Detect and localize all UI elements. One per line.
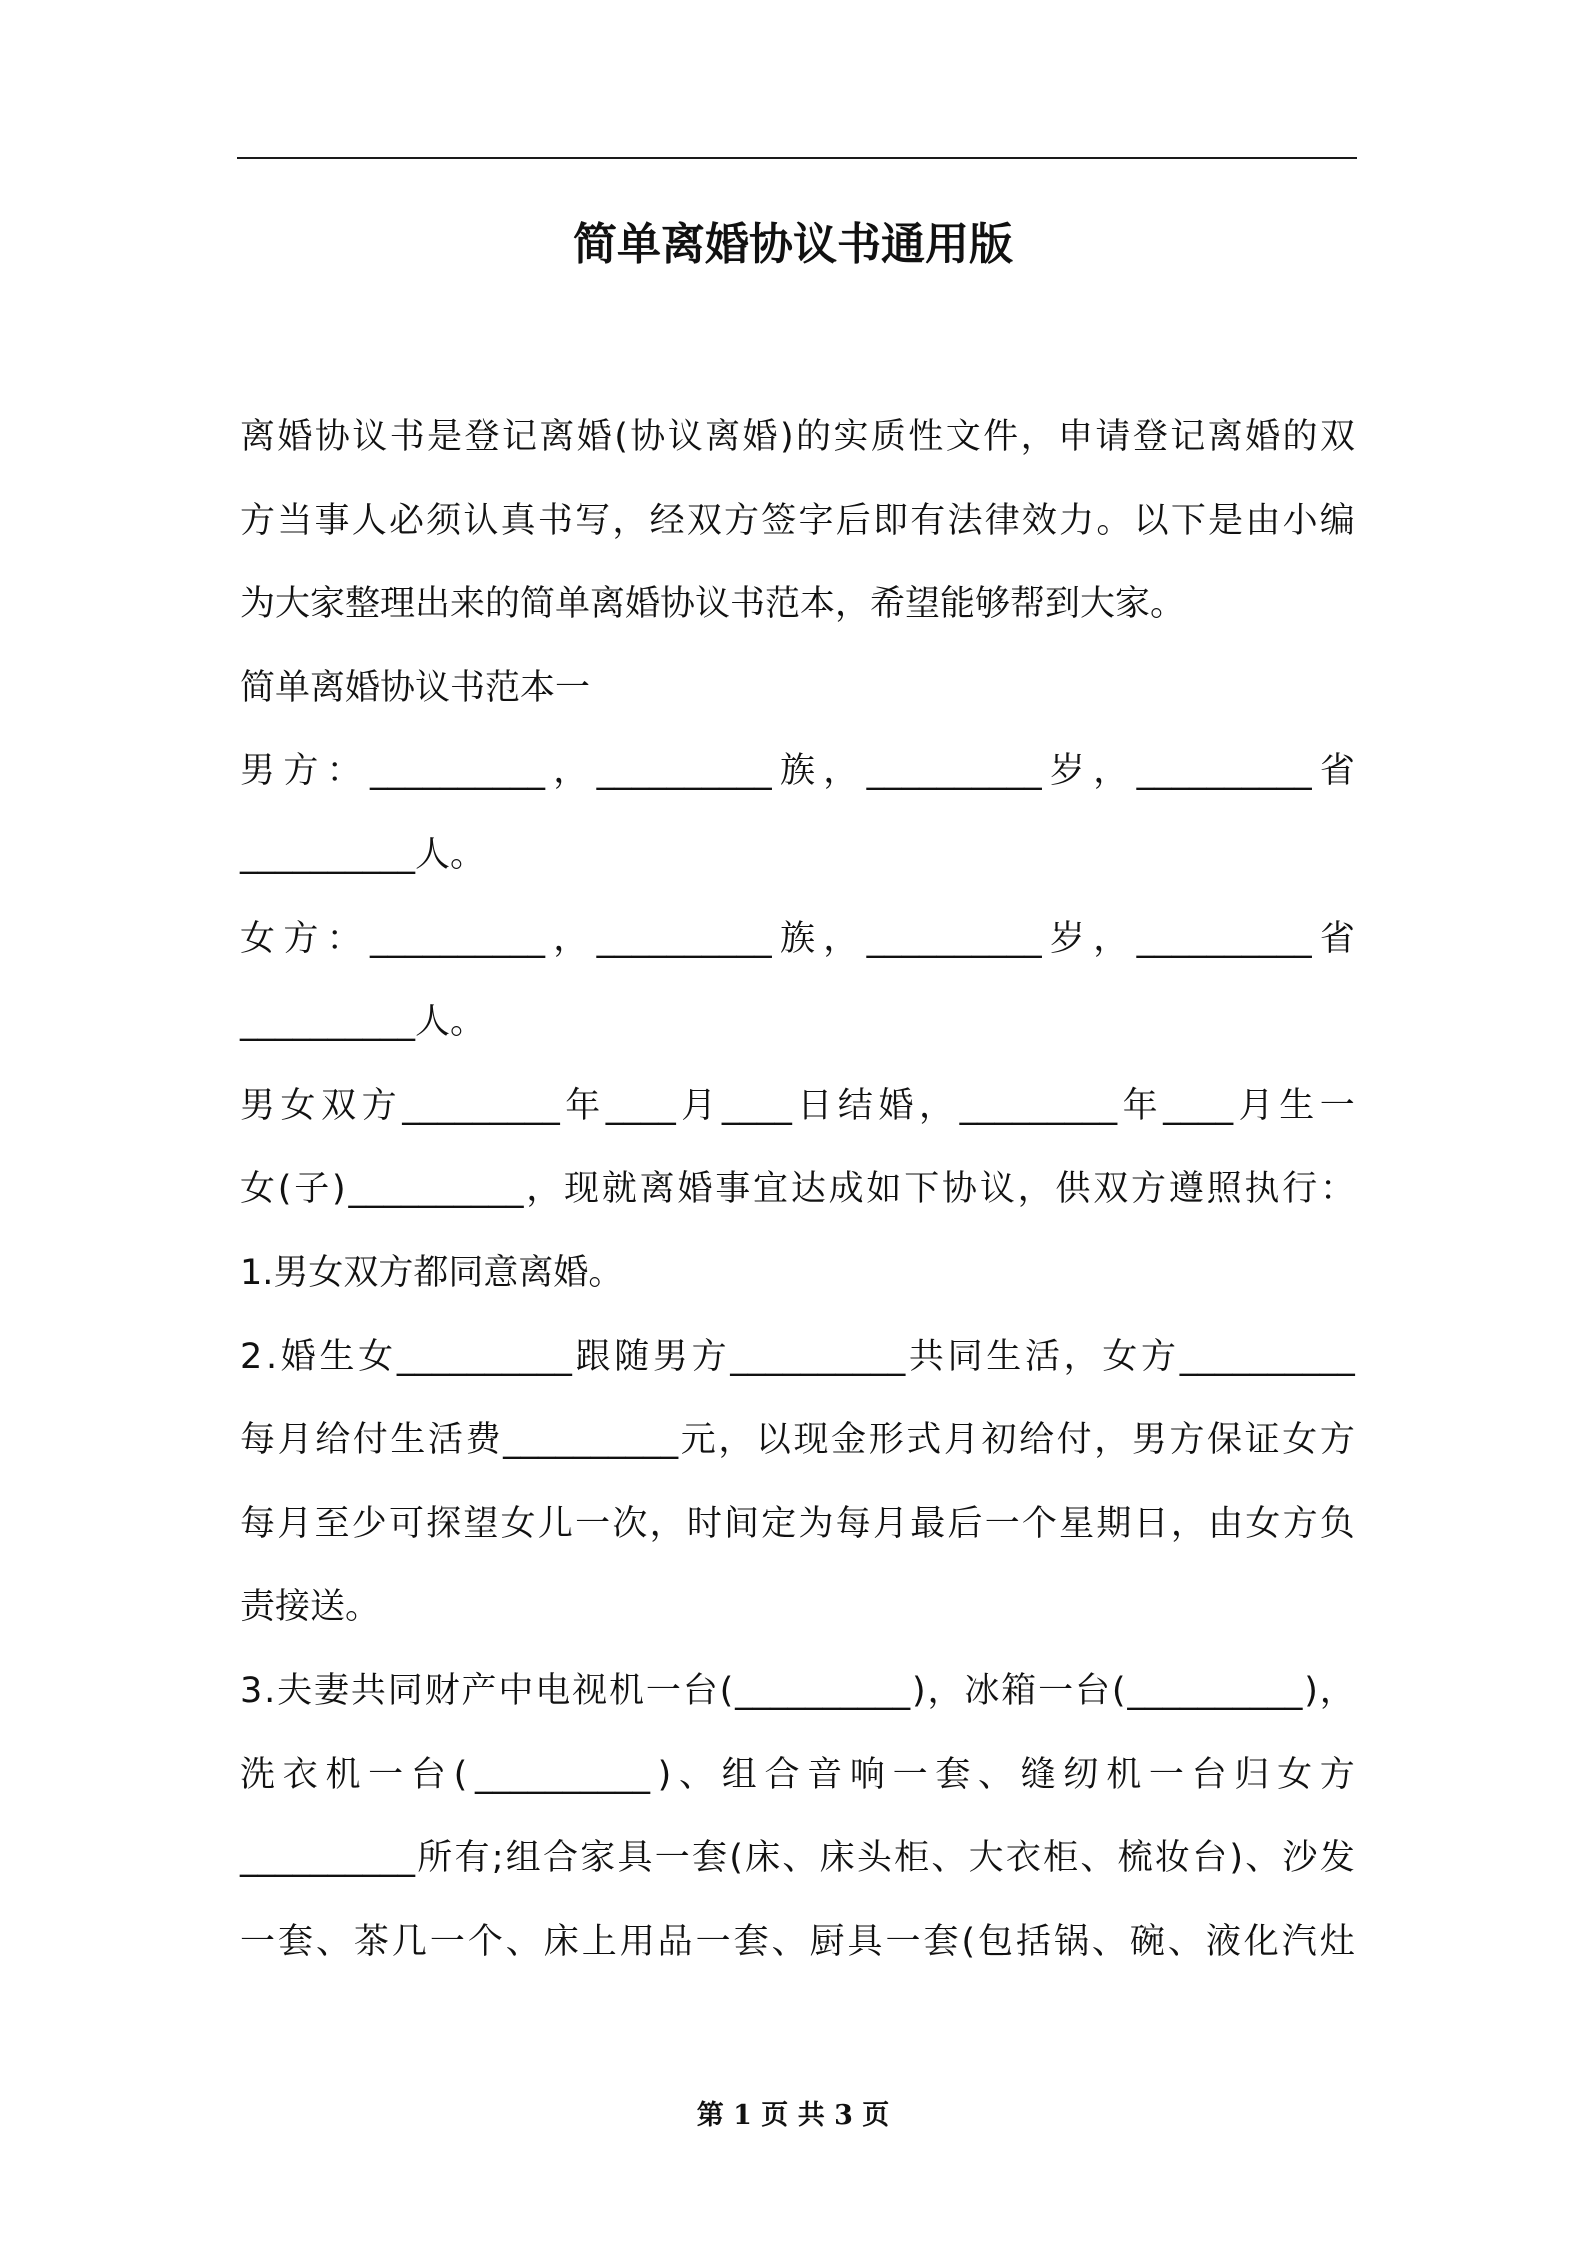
paragraph-line: 责接送。: [240, 1587, 381, 1628]
paragraph-line: 每 月 给 付 生 活 费 __________ 元 ， 以 现 金 形 式 月 初 给 付 ， 男 方 保 证 女 方: [240, 1420, 1355, 1461]
paragraph-line: 女 方 ： __________ ， __________ 族 ， __________ 岁 ， __________ 省: [240, 918, 1355, 959]
paragraph-line: 3 . 夫 妻 共 同 财 产 中 电 视 机 一 台 ( __________ ) ， 冰 箱 一 台 ( __________ ) ，: [240, 1670, 1355, 1711]
paragraph-line: 2 . 婚 生 女 __________ 跟 随 男 方 __________ 共 同 生 活 ， 女 方 __________: [240, 1336, 1355, 1377]
paragraph-line: 1.男女双方都同意离婚。: [240, 1252, 624, 1293]
document-title: 简单离婚协议书通用版: [573, 219, 1013, 270]
paragraph-line: 一 套 、 茶 几 一 个 、 床 上 用 品 一 套 、 厨 具 一 套 ( 包 括 锅 、 碗 、 液 化 汽 灶: [240, 1921, 1355, 1962]
paragraph-line: __________人。: [240, 1002, 486, 1043]
paragraph-line: __________人。: [240, 834, 486, 875]
paragraph-line: 每 月 至 少 可 探 望 女 儿 一 次 ， 时 间 定 为 每 月 最 后 一 个 星 期 日 ， 由 女 方 负: [240, 1503, 1355, 1544]
paragraph-line: 洗 衣 机 一 台 ( __________ ) 、 组 合 音 响 一 套 、 缝 纫 机 一 台 归 女 方: [240, 1754, 1355, 1795]
document-body: [240, 407, 1355, 1995]
paragraph-line: 男 方 ： __________ ， __________ 族 ， __________ 岁 ， __________ 省: [240, 751, 1355, 792]
paragraph-line: 为大家整理出来的简单离婚协议书范本，希望能够帮到大家。: [240, 584, 1186, 625]
paragraph-line: __________ 所 有 ; 组 合 家 具 一 套 ( 床 、 床 头 柜 、 大 衣 柜 、 梳 妆 台 ) 、 沙 发: [240, 1838, 1355, 1879]
paragraph-line: 离 婚 协 议 书 是 登 记 离 婚 ( 协 议 离 婚 ) 的 实 质 性 文 件 ， 申 请 登 记 离 婚 的 双: [240, 417, 1355, 457]
section-heading: 简单离婚协议书范本一: [240, 667, 591, 708]
page-number: 第 1 页 共 3 页: [696, 2100, 890, 2131]
paragraph-line: 女 ( 子 ) __________ ， 现 就 离 婚 事 宜 达 成 如 下 协 议 ， 供 双 方 遵 照 执 行 ：: [240, 1169, 1355, 1210]
header-rule: [237, 157, 1357, 159]
paragraph-line: 男 女 双 方 _________ 年 ____ 月 ____ 日 结 婚 ， _________ 年 ____ 月 生 一: [240, 1085, 1355, 1126]
paragraph-line: 方 当 事 人 必 须 认 真 书 写 ， 经 双 方 签 字 后 即 有 法 律 效 力 。 以 下 是 由 小 编: [240, 500, 1355, 541]
